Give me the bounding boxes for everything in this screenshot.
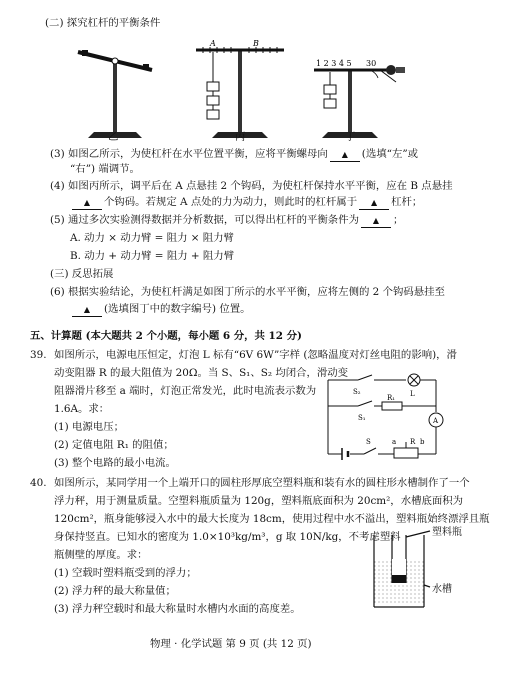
q40-line1: 如图所示，某同学用一个上端开口的圆柱形厚底空塑料瓶和装有水的圆柱形水槽制作了一个 (54, 477, 470, 489)
label-30: 30 (366, 59, 377, 68)
q39-number: 39. (30, 349, 47, 361)
label-b: b (420, 438, 425, 446)
label-S1: S₁ (358, 414, 366, 422)
answer-blank (72, 303, 102, 317)
q40-line4: 身保持竖直。已知水的密度为 1.0×10³kg/m³，g 取 10N/kg，不考虑塑料 (54, 531, 401, 543)
q40-line2: 浮力秤，用于测量质量。空塑料瓶质量为 120g，塑料瓶底面积为 20cm²，水槽底面积为 (54, 495, 464, 507)
q3-line1: (3) 如图乙所示，为使杠杆在水平位置平衡，应将平衡螺母向▲ (选填“左”或 (50, 148, 418, 162)
q39-line3: 阻器滑片移至 a 端时，灯泡正常发光，此时电流表示数为 (54, 385, 317, 397)
label-B: B (253, 39, 259, 48)
answer-blank (359, 196, 389, 210)
q5-line1: (5) 通过多次实验测得数据并分析数据，可以得出杠杆的平衡条件为▲ ； (50, 214, 403, 228)
q40-line3: 120cm²，瓶身能够浸入水中的最大长度为 18cm，使用过程中水不溢出，塑料瓶始终漂浮且瓶 (54, 513, 490, 525)
q3-line2: “右”) 端调节。 (70, 163, 140, 175)
q39-sub3: (3) 整个电路的最小电流。 (54, 457, 176, 469)
label-ammeter: A (433, 417, 439, 425)
q40-sub1: (1) 空载时塑料瓶受到的浮力； (54, 567, 197, 579)
section-header: (二) 探究杠杆的平衡条件 (45, 17, 161, 29)
q39-sub1: (1) 电源电压； (54, 421, 124, 433)
q40-sub2: (2) 浮力秤的最大称量值； (54, 585, 176, 597)
q5-option-a: A. 动力 × 动力臂 = 阻力 × 阻力臂 (70, 232, 234, 244)
q39-sub2: (2) 定值电阻 R₁ 的阻值； (54, 439, 174, 451)
figure-bing (196, 39, 284, 138)
caption-yi: 乙 (108, 131, 119, 143)
q40-number: 40. (30, 477, 47, 489)
answer-blank (361, 214, 391, 228)
answer-blank (330, 148, 360, 162)
label-tank: 水槽 (432, 584, 452, 595)
q39-line2: 动变阻器 R 的最大阻值为 20Ω。当 S、S₁、S₂ 均闭合，滑动变 (54, 367, 349, 379)
circuit-diagram (320, 372, 450, 462)
figure-ding (314, 59, 405, 138)
label-bottle: 塑料瓶 (432, 527, 462, 538)
page-footer: 物理 · 化学试题 第 9 页 (共 12 页) (150, 638, 312, 650)
q39-line4: 1.6A。求： (54, 403, 110, 415)
q6-line1: (6) 根据实验结论，为使杠杆满足如图丁所示的水平平衡，应将左侧的 2 个钩码悬挂至 (50, 286, 445, 298)
section5-heading: 五、计算题 (本大题共 2 个小题，每小题 6 分，共 12 分) (30, 330, 302, 342)
q4-line2: ▲个钩码。若规定 A 点处的力为动力，则此时的杠杆属于▲ 杠杆； (70, 196, 422, 210)
q39-line1: 如图所示，电源电压恒定，灯泡 L 标有“6V 6W”字样 (忽略温度对灯丝电阻的影响)，滑 (54, 349, 457, 361)
part3-heading: (三) 反思拓展 (50, 268, 114, 280)
q4-line1: (4) 如图丙所示，调平后在 A 点悬挂 2 个钩码，为使杠杆保持水平平衡，应在 B 点悬挂 (50, 180, 453, 192)
label-ticks: 1 2 3 4 5 (316, 59, 352, 68)
caption-bing: 丙 (235, 131, 246, 143)
lever-figures (0, 0, 505, 150)
q40-sub3: (3) 浮力秤空载时和最大称量时水槽内水面的高度差。 (54, 603, 301, 615)
label-L: L (410, 390, 415, 398)
answer-blank (72, 196, 102, 210)
label-S: S (366, 438, 371, 446)
q5-option-b: B. 动力 + 动力臂 = 阻力 + 阻力臂 (70, 250, 235, 262)
label-a: a (392, 438, 397, 446)
label-R1: R₁ (387, 394, 396, 402)
q40-line5: 瓶侧壁的厚度。求： (54, 549, 148, 561)
label-A: A (210, 39, 216, 48)
label-R: R (410, 438, 416, 446)
q6-line2: ▲(选填图丁中的数字编号) 位置。 (70, 303, 251, 317)
figure-yi (78, 50, 152, 138)
caption-ding: 丁 (345, 131, 356, 143)
label-S2: S₂ (353, 388, 361, 396)
